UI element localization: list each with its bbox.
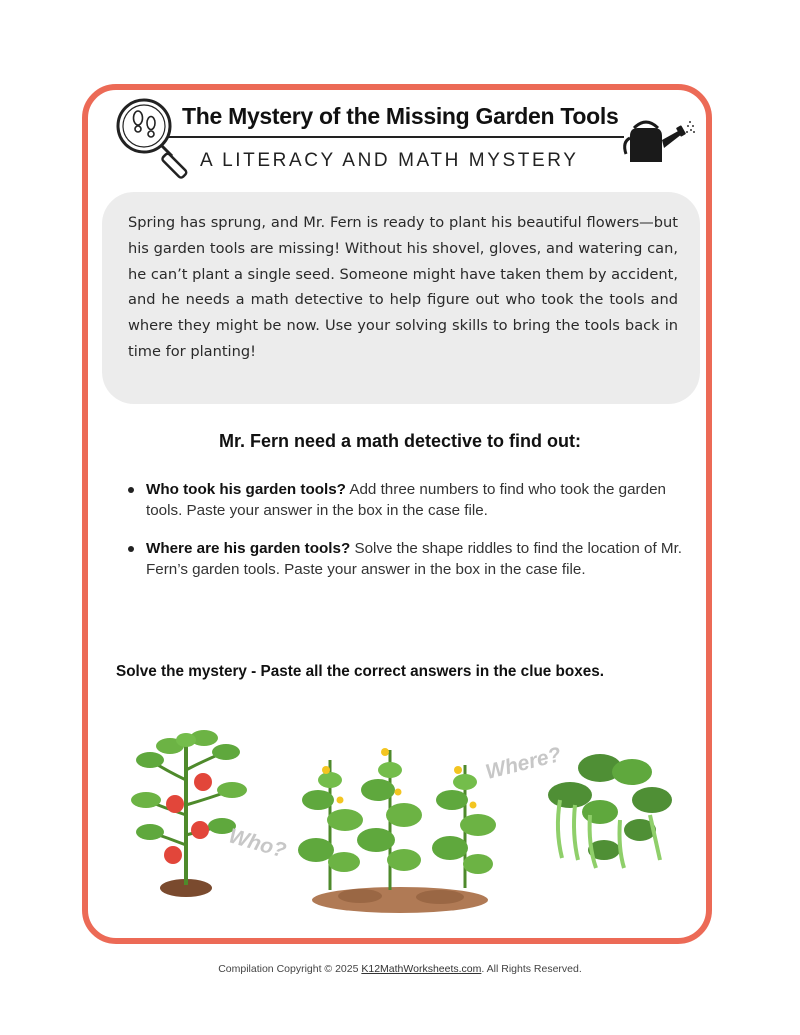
task-detail: Solve the shape riddles to find the location of Mr. Fern’s garden tools. Paste your answer in the box in the case file. (146, 540, 683, 578)
tomato-plant (131, 730, 247, 897)
footer-link[interactable]: K12MathWorksheets.com (361, 963, 482, 975)
page-title: The Mystery of the Missing Garden Tools (182, 103, 619, 129)
footer-suffix: . All Rights Reserved. (481, 963, 582, 975)
page-subtitle: A LITERACY AND MATH MYSTERY (200, 150, 579, 171)
bean-plant (548, 754, 672, 868)
tasks-heading: Mr. Fern need a math detective to find out: (218, 431, 582, 451)
where-label: Where? (483, 743, 564, 784)
footer-prefix: Compilation Copyright © 2025 (218, 963, 362, 975)
task-detail: Add three numbers to find who took the garden tools. Paste your answer in the box in the case file. (146, 481, 666, 519)
cucumber-plants (298, 748, 496, 913)
copyright-footer (0, 963, 800, 975)
who-label: Who? (226, 824, 289, 863)
task-question: Who took his garden tools? (146, 481, 346, 498)
task-question: Where are his garden tools? (146, 540, 351, 557)
story-text: Spring has sprung, and Mr. Fern is ready to plant his beautiful flowers—but his garden tools are missing! Without his shovel, gloves, and watering can, he can’t plant a single seed. Someone might have taken them by accident, and he needs a math detective to help figure out who took the tools and where they might be now. Use your solving skills to bring the tools back in time for planting! (128, 214, 678, 360)
instruction-text: Solve the mystery - Paste all the correct answers in the clue boxes. (116, 663, 604, 680)
